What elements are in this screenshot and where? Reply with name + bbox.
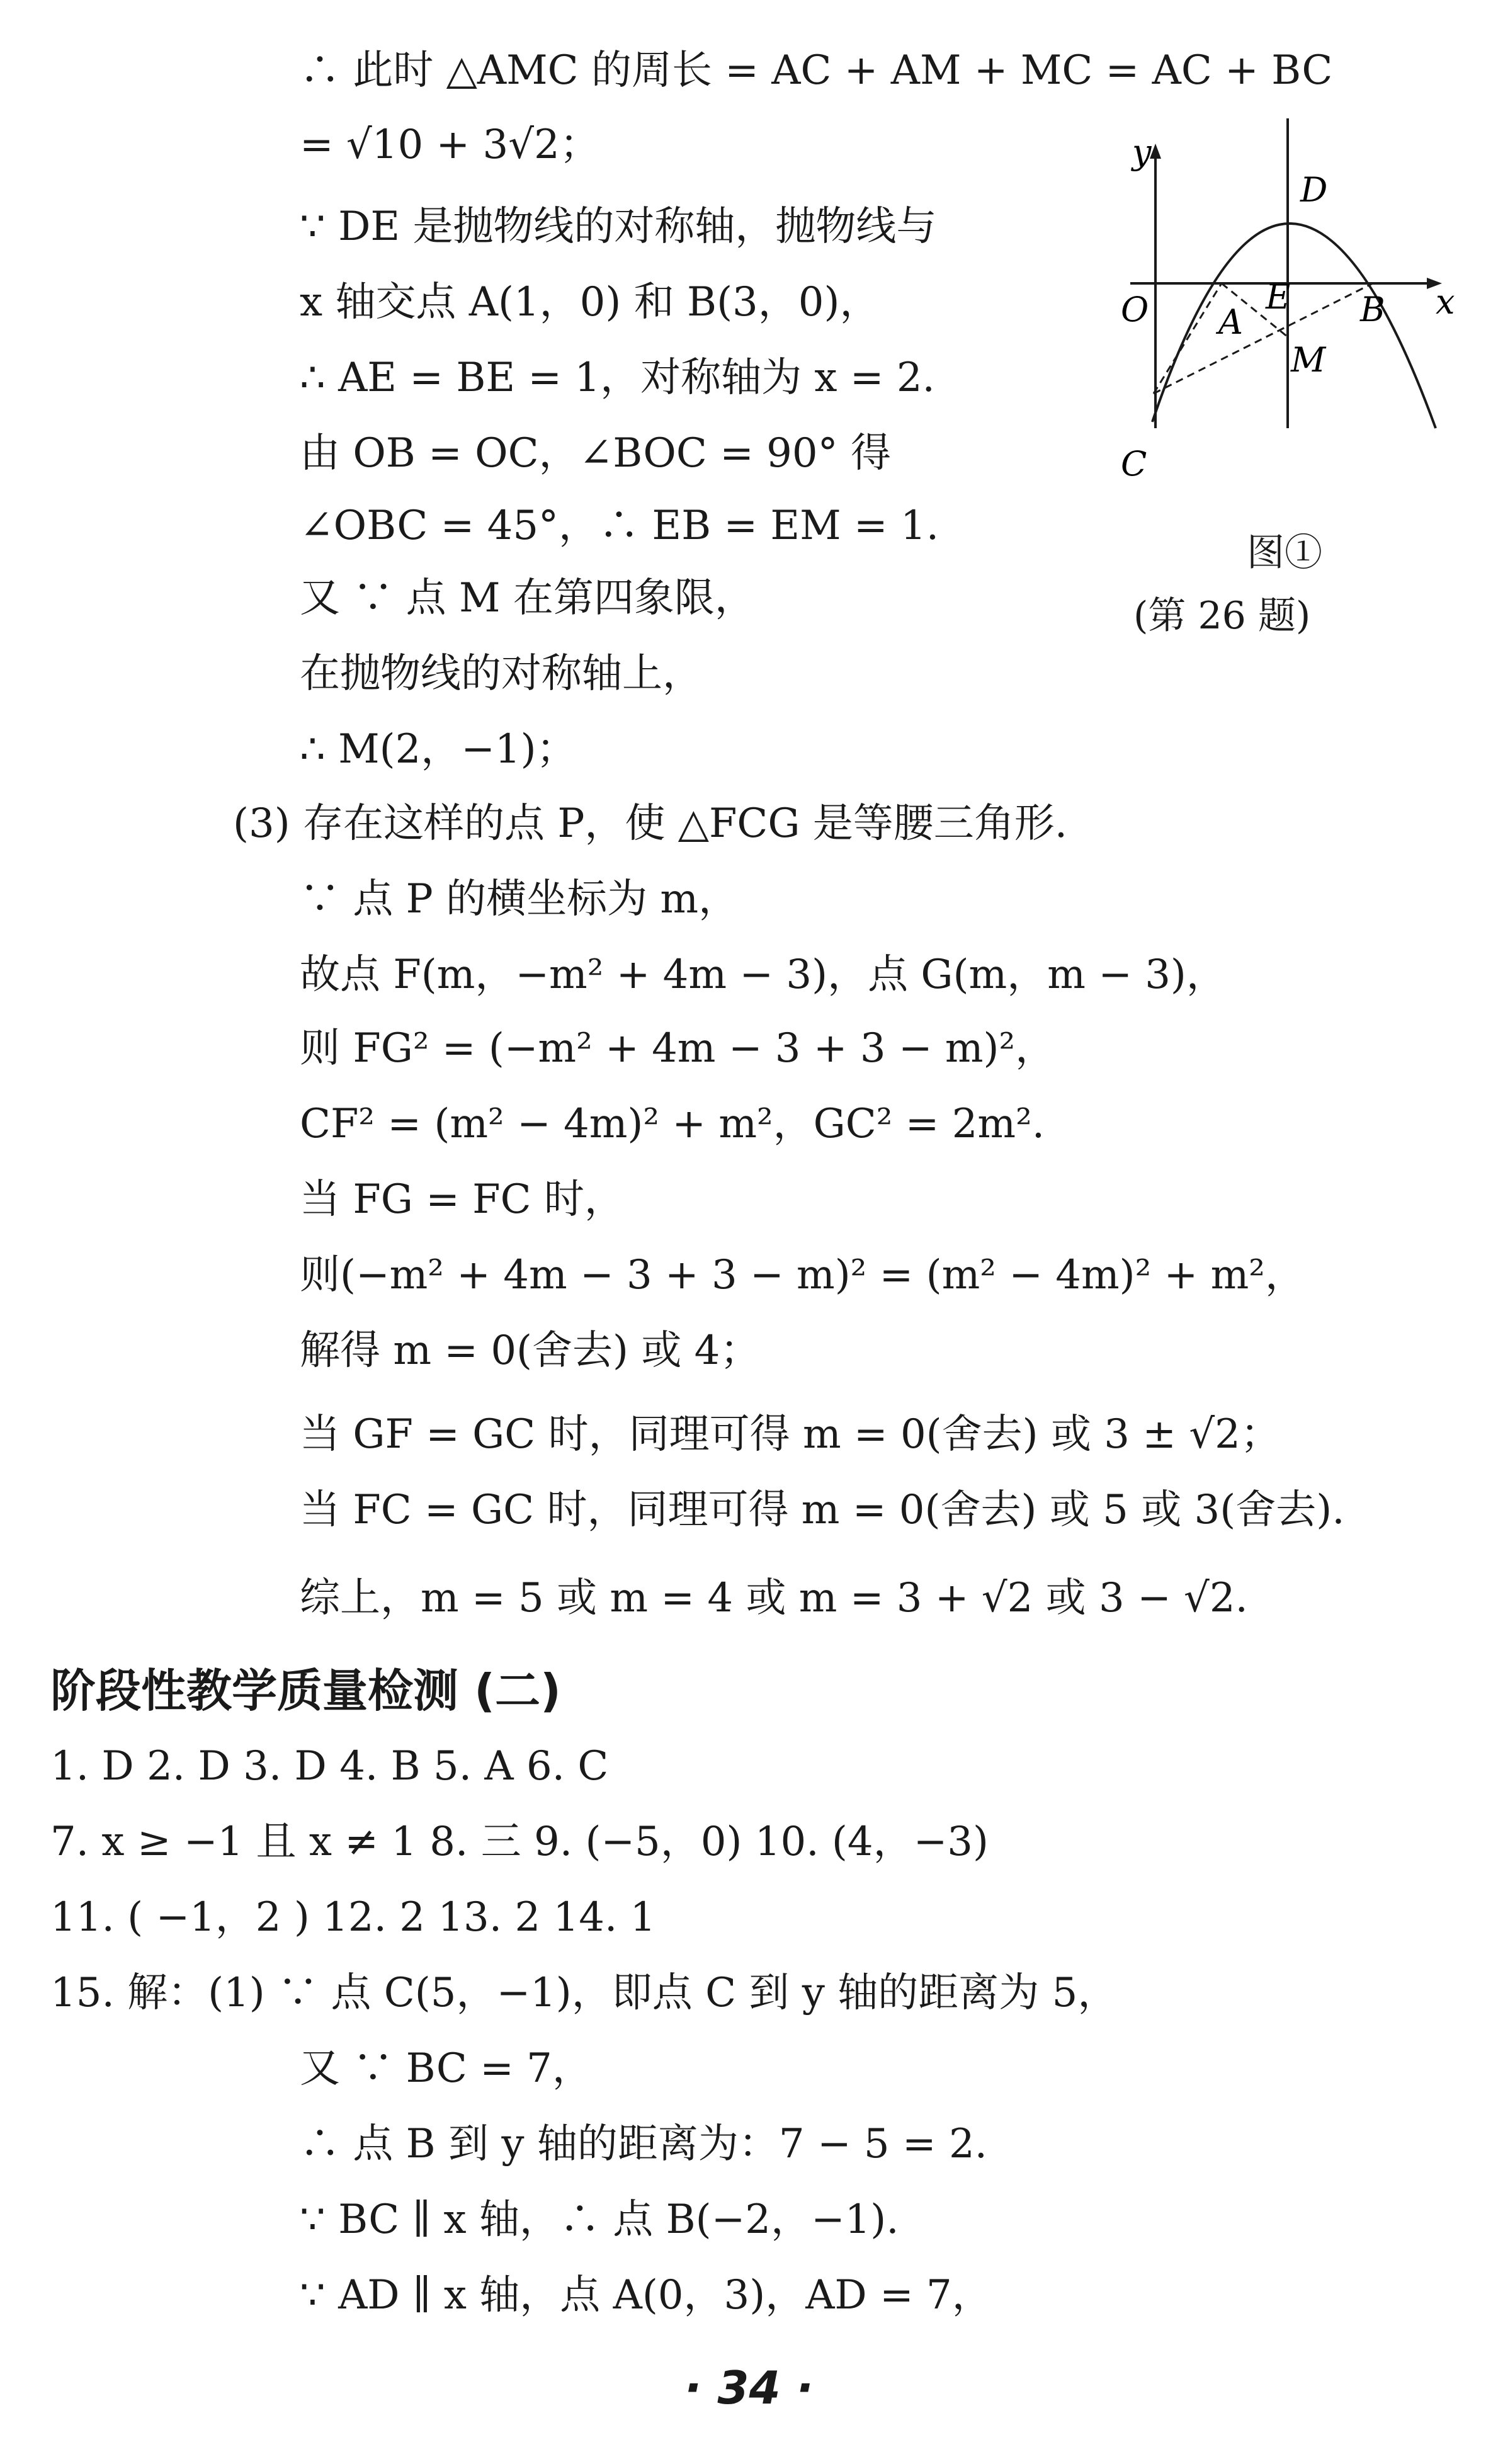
answer-line: ∵ BC ∥ x 轴，∴ 点 B(−2，−1).: [300, 2196, 899, 2243]
solution-line: ∵ 点 P 的横坐标为 m，: [300, 876, 739, 923]
point-m-label: M: [1291, 340, 1326, 380]
solution-line: 解得 m = 0(舍去) 或 4；: [300, 1327, 761, 1374]
solution-line: ∴ AE = BE = 1，对称轴为 x = 2.: [300, 355, 935, 401]
solution-line: 当 GF = GC 时，同理可得 m = 0(舍去) 或 3 ± √2；: [300, 1411, 1281, 1458]
solution-line: 由 OB = OC，∠BOC = 90° 得: [300, 430, 891, 477]
solution-line: 则 FG² = (−m² + 4m − 3 + 3 − m)²，: [300, 1025, 1056, 1072]
solution-line: CF² = (m² − 4m)² + m²，GC² = 2m².: [300, 1101, 1045, 1147]
solution-line: 当 FC = GC 时，同理可得 m = 0(舍去) 或 5 或 3(舍去).: [300, 1487, 1345, 1533]
solution-line: 在抛物线的对称轴上，: [300, 650, 703, 697]
parabola-figure: [1083, 113, 1461, 575]
figure-caption: 图①: [1247, 531, 1322, 575]
solution-line: x 轴交点 A(1，0) 和 B(3，0)，: [300, 279, 880, 326]
solution-line: 又 ∵ 点 M 在第四象限，: [300, 575, 755, 622]
solution-line: (3) 存在这样的点 P，使 △FCG 是等腰三角形.: [233, 800, 1068, 847]
answer-line: 11. ( −1，2 ) 12. 2 13. 2 14. 1: [50, 1894, 656, 1941]
solution-line: 故点 F(m，−m² + 4m − 3)，点 G(m，m − 3)，: [300, 951, 1227, 998]
parabola-diagram: [1083, 113, 1461, 484]
solution-line: ∠OBC = 45°，∴ EB = EM = 1.: [300, 502, 939, 549]
answer-line: ∵ AD ∥ x 轴，点 A(0，3)，AD = 7，: [300, 2272, 992, 2319]
answer-line: 1. D 2. D 3. D 4. B 5. A 6. C: [50, 1743, 609, 1790]
solution-line: = √10 + 3√2；: [300, 122, 600, 168]
y-axis-label: y: [1132, 132, 1152, 172]
point-a-label: A: [1218, 302, 1243, 342]
answer-line: 15. 解：(1) ∵ 点 C(5，−1)，即点 C 到 y 轴的距离为 5，: [50, 1970, 1118, 2016]
solution-line: ∵ DE 是抛物线的对称轴，抛物线与: [300, 203, 937, 250]
solution-line: ∴ M(2，−1)；: [300, 726, 577, 773]
answer-line: ∴ 点 B 到 y 轴的距离为：7 − 5 = 2.: [300, 2121, 988, 2167]
point-b-label: B: [1360, 290, 1385, 329]
solution-line: 综上，m = 5 或 m = 4 或 m = 3 + √2 或 3 − √2.: [300, 1575, 1248, 1621]
section-title: 阶段性教学质量检测 (二): [50, 1664, 561, 1717]
answer-line: 7. x ≥ −1 且 x ≠ 1 8. 三 9. (−5，0) 10. (4，−3): [50, 1819, 989, 1865]
point-c-label: C: [1121, 444, 1147, 484]
origin-label: O: [1121, 290, 1149, 329]
solution-line: 则(−m² + 4m − 3 + 3 − m)² = (m² − 4m)² + m²，: [300, 1252, 1305, 1298]
x-axis-label: x: [1436, 282, 1455, 322]
page-number: · 34 ·: [684, 2361, 814, 2414]
point-d-label: D: [1300, 170, 1328, 210]
solution-line: ∴ 此时 △AMC 的周长 = AC + AM + MC = AC + BC: [300, 47, 1333, 94]
answer-line: 又 ∵ BC = 7，: [300, 2045, 593, 2092]
solution-line: 当 FG = FC 时，: [300, 1176, 625, 1223]
point-e-label: E: [1266, 277, 1291, 317]
figure-subcaption: (第 26 题): [1133, 594, 1311, 638]
